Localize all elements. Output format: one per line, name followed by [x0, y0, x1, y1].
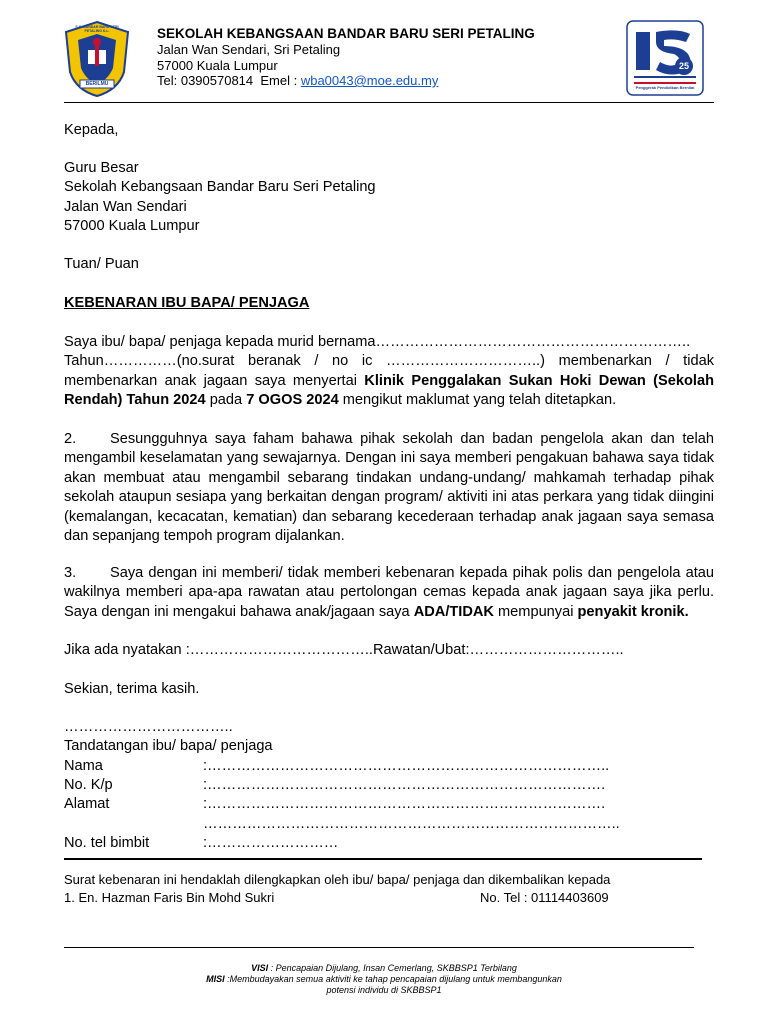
treatment-line: Jika ada nyatakan :………………………………..Rawatan/Ubat:………………………….. [64, 642, 624, 658]
misi-line [64, 974, 704, 985]
greeting: Tuan/ Puan [64, 256, 139, 272]
school-crest-logo [62, 20, 132, 98]
field-label-name: Nama [64, 758, 103, 774]
visi-text: : Pencapaian Dijulang, Insan Cemerlang, SKBBSP1 Terbilang [268, 963, 517, 973]
misi-label: MISI [206, 974, 225, 984]
field-label-phone: No. tel bimbit [64, 835, 150, 851]
visi-line [64, 963, 704, 974]
p1-text: Tahun……………(no.surat beranak / no ic …………………………..) membenarkan / tidak membenarkan anak jagaan saya menyertai [64, 353, 714, 389]
anniversary-caption: Penggerak Pendidikan Bernilai [635, 85, 695, 90]
anniversary-badge: 25 [678, 61, 689, 71]
p3-number: 3. [64, 565, 77, 581]
recipient-line: Jalan Wan Sendari [64, 198, 187, 215]
p2-number: 2. [64, 431, 77, 447]
recipient-line: Guru Besar [64, 160, 139, 176]
signature-label: Tandatangan ibu/ bapa/ penjaga [64, 738, 273, 754]
recipient-line: Sekolah Kebangsaan Bandar Baru Seri Petaling [64, 179, 376, 196]
school-name: SEKOLAH KEBANGSAAN BANDAR BARU SERI PETALING [157, 26, 535, 41]
misi-text: :Membudayakan semua aktiviti ke tahap pencapaian dijulang untuk membangunkan [224, 974, 562, 984]
chronic-illness: penyakit kronik. [577, 603, 689, 620]
contact-line [157, 73, 438, 89]
crest-top-text: S.K. BANDAR BARU SERI PETALING K.L. [75, 25, 119, 33]
p3-text: Saya dengan ini memberi/ tidak memberi kebenaran kepada pihak polis dan pengelola atau wakilnya memberi apa-apa rawatan atau pertolongan cemas kepada anak jagaan saya jika perlu. Saya dengan ini mengakui bahawa anak/jagaan saya [64, 565, 714, 620]
contact-tel: No. Tel : 01114403609 [480, 890, 609, 905]
p1-text: mengikut maklumat yang telah ditetapkan. [338, 392, 617, 409]
field-dots-address-2[interactable]: ………………………………………………………………………….. [203, 816, 620, 832]
p1-line-1: Saya ibu/ bapa/ penjaga kepada murid bernama……………………………………………………….. [64, 334, 691, 350]
cutoff-line [64, 858, 702, 860]
address-line-1: Jalan Wan Sendari, Sri Petaling [157, 42, 341, 57]
field-dots-ic[interactable]: :………………………………………………………………………. [203, 777, 606, 793]
recipient-block [64, 159, 376, 237]
field-label-ic: No. K/p [64, 777, 113, 793]
paragraph-2 [64, 430, 714, 546]
crest-motto: BERILMU [85, 81, 109, 87]
visi-label: VISI [251, 963, 269, 973]
field-dots-name[interactable]: :……………………………………………………………………….. [203, 758, 610, 774]
anniversary-logo [626, 20, 704, 96]
ada-tidak: ADA/TIDAK [413, 603, 494, 620]
program-name: Klinik Penggalakan Sukan Hoki Dewan (Sekolah Rendah) Tahun 2024 [64, 372, 714, 409]
paragraph-3 [64, 564, 714, 622]
tel-label: Tel: 0390570814 Emel : [157, 73, 301, 88]
misi-line-2: potensi individu di SKBBSP1 [326, 985, 442, 995]
field-label-address: Alamat [64, 796, 110, 812]
footer-divider [64, 947, 694, 948]
p1-rest [64, 352, 714, 410]
header-divider [64, 102, 714, 103]
contact-name: 1. En. Hazman Faris Bin Mohd Sukri [64, 890, 275, 905]
closing: Sekian, terima kasih. [64, 681, 200, 697]
program-date: 7 OGOS 2024 [246, 392, 339, 409]
email-link[interactable]: wba0043@moe.edu.my [300, 73, 439, 88]
letter-subject: KEBENARAN IBU BAPA/ PENJAGA [64, 295, 310, 311]
address-line-2: 57000 Kuala Lumpur [157, 58, 278, 73]
field-dots-phone[interactable]: :……………………… [203, 835, 339, 851]
return-note: Surat kebenaran ini hendaklah dilengkapkan oleh ibu/ bapa/ penjaga dan dikembalikan kepada [64, 872, 611, 887]
recipient-line: 57000 Kuala Lumpur [64, 218, 200, 235]
field-dots-address[interactable]: :………………………………………………………………………. [203, 796, 606, 812]
p3-text: mempunyai [493, 603, 578, 620]
p1-text: pada [205, 392, 247, 409]
paragraph-1 [64, 333, 714, 411]
signature-dots: …………………………….. [64, 719, 233, 735]
salutation: Kepada, [64, 122, 119, 138]
p2-text: Sesungguhnya saya faham bahawa pihak sekolah dan badan pengelola akan dan telah mengambil keselamatan yang sewajarnya. Dengan ini saya memberi pengakuan bahawa saya tidak akan membuat atau mengambil sebarang tindakan undang-undang/ mahkamah terhadap pihak sekolah ataupun sesiapa yang berkaitan dengan program/ aktiviti ini atas perkara yang tidak diingini (kemalangan, kecacatan, kematian) dan sebarang kecederaan terhadap anak jagaan saya semasa dan sepanjang tempoh program dijalankan. [64, 431, 714, 545]
